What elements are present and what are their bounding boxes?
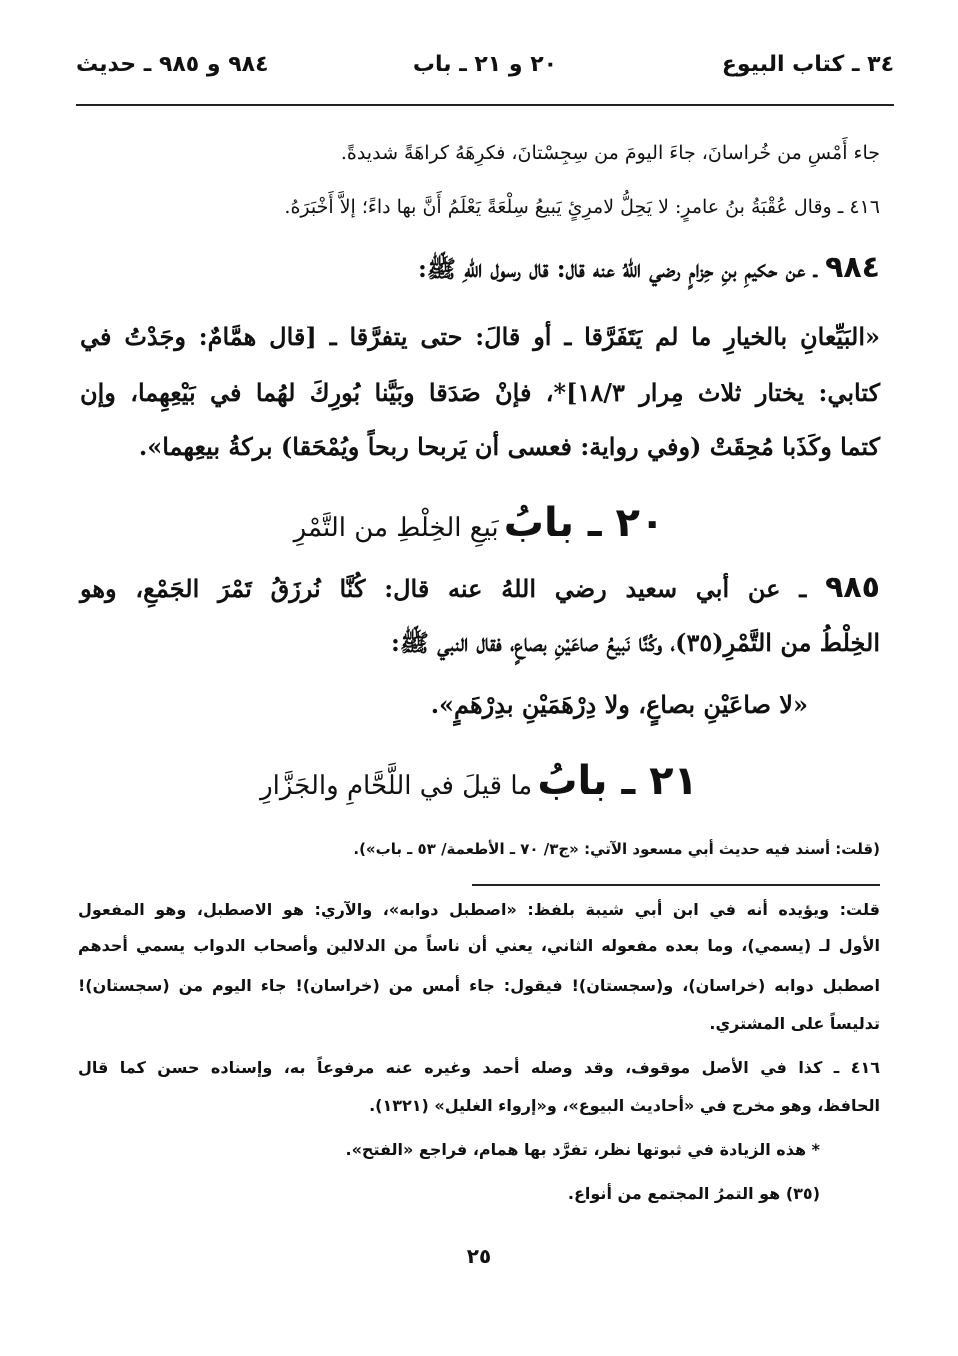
page-number: ٢٥ [466, 1244, 492, 1268]
footnote-1-line-2: الأول لـ (يسمي)، وما بعده مفعوله الثاني، يعني أن ناساً من الدلالين وأصحاب الدواب يسمي أحدهم [78, 936, 880, 955]
hadith-984-line-3: كتابي: يختار ثلاث مِرار ١٨/٣]*، فإنْ صَدَقا وبَيَّنا بُورِكَ لهُما في بَيْعِهِما، وإن [80, 378, 880, 407]
editor-note: (قلت: أسند فيه حديث أبي مسعود الآتي: «ج٣/ ٧٠ ـ الأطعمة/ ٥٣ ـ باب»). [353, 840, 880, 858]
hadith-985-line-3: «لا صاعَيْنِ بصاعٍ، ولا دِرْهَمَيْنِ بدِرْهَمٍ». [430, 690, 808, 719]
hadith-985-intro: ـ عن أبي سعيد رضي اللهُ عنه قال: كُنَّا نُرزَقُ تَمْرَ الجَمْعِ، وهو [80, 574, 807, 603]
footnote-rule [472, 884, 880, 886]
running-header [76, 52, 894, 92]
chapter-21-title: ما قيلَ في اللَّحَّامِ والجَزَّارِ [260, 771, 533, 801]
chapter-21-label: ٢١ ـ بابُ [537, 758, 698, 804]
hadith-985-line-2: الخِلْطُ من التَّمْرِ(٣٥)، وكُنَّا نَبيعُ صاعَيْنِ بصاعٍ، فقال النبي ﷺ: [390, 628, 880, 657]
footnote-1-line-4: تدليساً على المشتري. [709, 1014, 880, 1033]
hadith-984-intro: ـ عن حكيمِ بنِ حِزامٍ رضي اللهُ عنه قال: قال رسول اللهِ ﷺ: [418, 254, 817, 283]
chapter-20-label: ٢٠ ـ بابُ [503, 500, 665, 546]
hadith-984-line-4: كتما وكَذَبا مُحِقَتْ (وفي رواية: فعسى أن يَربحا ربحاً ويُمْحَقا) بركةُ بيعِهما». [138, 432, 880, 461]
footnote-1-line-1: قلت: ويؤيده أنه في ابن أبي شيبة بلفظ: «اصطبل دوابه»، والآري: هو الاصطبل، وهو المفعول [78, 900, 880, 919]
header-hadith-range: ٩٨٤ و ٩٨٥ ـ حديث [76, 52, 269, 77]
hadith-984-line-2: «البَيِّعانِ بالخيارِ ما لم يَتَفَرَّقا ـ أو قالَ: حتى يتفرَّقا ـ [قال همَّامٌ: وجَدْتُ في [80, 322, 880, 351]
hadith-985-line-1 [80, 570, 880, 605]
footnote-4: (٣٥) هو التمرُ المجتمع من أنواع. [567, 1184, 820, 1203]
header-book-title: ٣٤ ـ كتاب البيوع [721, 52, 894, 77]
hadith-984-number: ٩٨٤ [825, 250, 880, 285]
footnote-1-line-3: اصطبل دوابه (خراسان)، و(سجستان)! فيقول: جاء أمس من (خراسان)! جاء اليوم من (سجستان)! [78, 976, 880, 995]
chapter-21-heading [0, 758, 958, 804]
intro-line-1: جاء أَمْسِ من خُراسانَ، جاءَ اليومَ من سِجِسْتانَ، فكرِهَهُ كراهَةً شديدةً. [340, 142, 880, 164]
footnote-2-line-1: ٤١٦ ـ كذا في الأصل موقوف، وقد وصله أحمد وغيره عنه مرفوعاً به، وإسناده حسن كما قال [78, 1058, 880, 1077]
footnote-3: * هذه الزيادة في ثبوتها نظر، تفرَّد بها همام، فراجع «الفتح». [345, 1140, 820, 1159]
header-chapters: ٢٠ و ٢١ ـ باب [412, 52, 558, 77]
hadith-985-number: ٩٨٥ [825, 570, 880, 605]
header-rule [76, 104, 894, 106]
footnote-2-line-2: الحافظ، وهو مخرج في «أحاديث البيوع»، و«إرواء الغليل» (١٣٢١). [369, 1096, 880, 1115]
hadith-984-line-1 [418, 250, 880, 289]
intro-line-2: ٤١٦ ـ وقال عُقْبَةُ بنُ عامرٍ: لا يَحِلُّ لامرِئٍ يَبيعُ سِلْعَةً يَعْلَمُ أَنَّ بها داءً؛ إلاَّ أَخْبَرَهُ. [284, 196, 880, 218]
chapter-20-heading [0, 500, 958, 546]
chapter-20-title: بَيعِ الخِلْطِ من التَّمْرِ [293, 513, 499, 543]
